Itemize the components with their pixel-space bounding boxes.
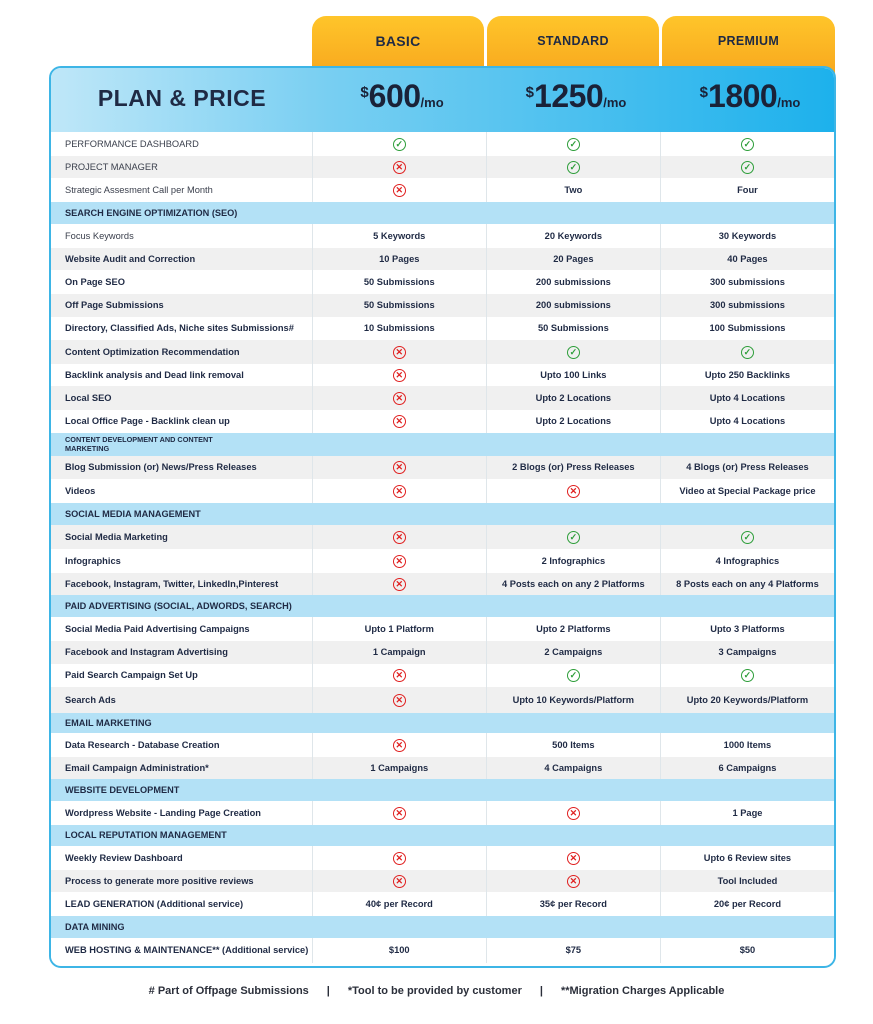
feature-value: 10 Pages	[312, 248, 486, 270]
check-circle-icon: ✓	[567, 138, 580, 151]
cross-circle-icon: ✕	[393, 415, 406, 428]
tab-basic[interactable]: BASIC	[312, 16, 484, 86]
table-row	[51, 525, 834, 549]
feature-cell	[486, 870, 660, 892]
table-row	[51, 248, 834, 270]
cross-circle-icon: ✕	[393, 461, 406, 474]
feature-value: $75	[486, 938, 660, 963]
feature-label: Search Ads	[65, 694, 116, 705]
feature-cell	[312, 456, 486, 479]
price-currency: $	[699, 84, 709, 101]
table-row	[51, 687, 834, 713]
table-row	[51, 892, 834, 916]
feature-label: Off Page Submissions	[65, 300, 164, 311]
feature-cell	[660, 340, 834, 364]
table-row	[51, 410, 834, 433]
table-row	[51, 733, 834, 757]
feature-value: 300 submissions	[660, 294, 834, 317]
feature-cell	[312, 733, 486, 757]
feature-value: Upto 20 Keywords/Platform	[660, 687, 834, 713]
feature-cell	[486, 801, 660, 825]
price-basic	[315, 78, 489, 124]
feature-cell	[312, 410, 486, 433]
cross-circle-icon: ✕	[393, 578, 406, 591]
feature-value: 20 Pages	[486, 248, 660, 270]
feature-label: Social Media Paid Advertising Campaigns	[65, 623, 250, 634]
feature-value: Upto 100 Links	[486, 364, 660, 386]
section-header	[51, 202, 834, 224]
feature-value: 3 Campaigns	[660, 641, 834, 664]
feature-value: 40¢ per Record	[312, 892, 486, 916]
table-row	[51, 573, 834, 595]
check-circle-icon: ✓	[567, 531, 580, 544]
check-circle-icon: ✓	[741, 138, 754, 151]
table-row	[51, 801, 834, 825]
cross-circle-icon: ✕	[393, 669, 406, 682]
feature-value: 50 Submissions	[312, 294, 486, 317]
feature-cell	[312, 549, 486, 573]
feature-value: 100 Submissions	[660, 317, 834, 340]
feature-label: Backlink analysis and Dead link removal	[65, 369, 244, 380]
table-row	[51, 479, 834, 503]
feature-cell	[660, 664, 834, 687]
feature-label: Local SEO	[65, 392, 112, 403]
check-circle-icon: ✓	[741, 531, 754, 544]
section-header	[51, 433, 834, 456]
feature-label: Email Campaign Administration*	[65, 762, 209, 773]
price-period: /mo	[777, 95, 801, 110]
price-period: /mo	[420, 95, 444, 110]
price-period: /mo	[603, 95, 627, 110]
feature-value: 4 Posts each on any 2 Platforms	[486, 573, 660, 595]
section-title: SOCIAL MEDIA MANAGEMENT	[65, 508, 201, 519]
feature-cell	[312, 340, 486, 364]
check-circle-icon: ✓	[567, 669, 580, 682]
feature-label: PROJECT MANAGER	[65, 161, 158, 172]
table-row	[51, 456, 834, 479]
feature-value: Upto 2 Platforms	[486, 617, 660, 641]
table-row	[51, 364, 834, 386]
feature-cell	[486, 846, 660, 870]
table-row	[51, 617, 834, 641]
price-standard	[489, 78, 663, 124]
check-circle-icon: ✓	[393, 138, 406, 151]
price-currency: $	[525, 84, 535, 101]
feature-label: On Page SEO	[65, 276, 125, 287]
cross-circle-icon: ✕	[393, 694, 406, 707]
feature-label: Infographics	[65, 555, 121, 566]
feature-cell	[660, 525, 834, 549]
feature-value: Upto 10 Keywords/Platform	[486, 687, 660, 713]
feature-label: Videos	[65, 485, 96, 496]
feature-label: PERFORMANCE DASHBOARD	[65, 138, 199, 149]
table-row	[51, 132, 834, 156]
table-header	[51, 68, 834, 132]
cross-circle-icon: ✕	[393, 161, 406, 174]
cross-circle-icon: ✕	[393, 369, 406, 382]
feature-label: Social Media Marketing	[65, 531, 168, 542]
price-premium	[663, 78, 836, 124]
feature-value: 200 submissions	[486, 270, 660, 294]
feature-cell	[312, 525, 486, 549]
tab-standard[interactable]: STANDARD	[487, 16, 659, 86]
cross-circle-icon: ✕	[393, 485, 406, 498]
feature-cell	[312, 364, 486, 386]
table-row	[51, 757, 834, 779]
feature-value: 50 Submissions	[486, 317, 660, 340]
cross-circle-icon: ✕	[393, 852, 406, 865]
footnote-offpage: # Part of Offpage Submissions	[148, 985, 309, 997]
footnote-separator: |	[326, 985, 330, 997]
feature-label: LEAD GENERATION (Additional service)	[65, 898, 244, 909]
feature-value: 6 Campaigns	[660, 757, 834, 779]
cross-circle-icon: ✕	[567, 852, 580, 865]
feature-label: Focus Keywords	[65, 230, 134, 241]
feature-value: 2 Infographics	[486, 549, 660, 573]
feature-value: $50	[660, 938, 834, 963]
feature-value: 40 Pages	[660, 248, 834, 270]
table-row	[51, 178, 834, 202]
feature-value: Upto 6 Review sites	[660, 846, 834, 870]
table-row	[51, 386, 834, 410]
section-title: SEARCH ENGINE OPTIMIZATION (SEO)	[65, 207, 238, 218]
feature-cell	[312, 386, 486, 410]
cross-circle-icon: ✕	[393, 531, 406, 544]
check-circle-icon: ✓	[741, 669, 754, 682]
feature-value: 4 Infographics	[660, 549, 834, 573]
feature-value: 2 Blogs (or) Press Releases	[486, 456, 660, 479]
feature-value: Upto 4 Locations	[660, 386, 834, 410]
feature-label: Weekly Review Dashboard	[65, 852, 183, 863]
feature-value: 1 Page	[660, 801, 834, 825]
feature-label: WEB HOSTING & MAINTENANCE** (Additional service)	[65, 945, 309, 956]
feature-value: 10 Submissions	[312, 317, 486, 340]
feature-cell	[312, 479, 486, 503]
cross-circle-icon: ✕	[393, 875, 406, 888]
feature-value: Two	[486, 178, 660, 202]
cross-circle-icon: ✕	[393, 807, 406, 820]
pricing-table	[49, 66, 836, 968]
feature-value: 4 Campaigns	[486, 757, 660, 779]
feature-value: 500 Items	[486, 733, 660, 757]
feature-value: 1000 Items	[660, 733, 834, 757]
price-amount: 1800	[708, 78, 778, 114]
table-row	[51, 294, 834, 317]
feature-value: Upto 250 Backlinks	[660, 364, 834, 386]
feature-value: Upto 2 Locations	[486, 386, 660, 410]
section-header	[51, 825, 834, 846]
table-row	[51, 224, 834, 248]
plan-price-title: PLAN & PRICE	[97, 85, 267, 111]
feature-value: 1 Campaign	[312, 641, 486, 664]
feature-value: Upto 2 Locations	[486, 410, 660, 433]
feature-cell	[312, 846, 486, 870]
feature-label: Directory, Classified Ads, Niche sites Submissions#	[65, 323, 294, 334]
cross-circle-icon: ✕	[393, 392, 406, 405]
feature-label: Process to generate more positive reviews	[65, 875, 254, 886]
feature-value: 50 Submissions	[312, 270, 486, 294]
table-body	[51, 132, 834, 963]
feature-cell	[486, 156, 660, 178]
feature-value: Four	[660, 178, 834, 202]
cross-circle-icon: ✕	[393, 184, 406, 197]
feature-cell	[486, 525, 660, 549]
feature-cell	[486, 132, 660, 156]
section-title: LOCAL REPUTATION MANAGEMENT	[65, 830, 227, 841]
section-header	[51, 779, 834, 801]
table-row	[51, 664, 834, 687]
cross-circle-icon: ✕	[393, 739, 406, 752]
cross-circle-icon: ✕	[567, 485, 580, 498]
feature-value: 300 submissions	[660, 270, 834, 294]
feature-cell	[486, 479, 660, 503]
feature-value: 2 Campaigns	[486, 641, 660, 664]
table-row	[51, 641, 834, 664]
feature-value: Upto 4 Locations	[660, 410, 834, 433]
table-row	[51, 549, 834, 573]
feature-label: Blog Submission (or) News/Press Releases	[65, 462, 257, 473]
table-row	[51, 938, 834, 963]
feature-value: 5 Keywords	[312, 224, 486, 248]
feature-label: Paid Search Campaign Set Up	[65, 670, 198, 681]
feature-cell	[312, 178, 486, 202]
section-title: PAID ADVERTISING (SOCIAL, ADWORDS, SEARCH)	[65, 600, 292, 611]
cross-circle-icon: ✕	[393, 346, 406, 359]
table-row	[51, 340, 834, 364]
feature-value: Upto 1 Platform	[312, 617, 486, 641]
footnotes	[0, 985, 873, 997]
section-title: CONTENT DEVELOPMENT AND CONTENT MARKETING	[65, 435, 213, 453]
feature-label: Wordpress Website - Landing Page Creation	[65, 807, 261, 818]
footnote-migration: **Migration Charges Applicable	[560, 985, 725, 997]
price-currency: $	[360, 84, 369, 101]
table-row	[51, 846, 834, 870]
feature-cell	[660, 132, 834, 156]
feature-value: 30 Keywords	[660, 224, 834, 248]
section-header	[51, 503, 834, 525]
table-row	[51, 317, 834, 340]
feature-cell	[312, 132, 486, 156]
feature-value: $100	[312, 938, 486, 963]
cross-circle-icon: ✕	[567, 875, 580, 888]
feature-label: Strategic Assesment Call per Month	[65, 184, 213, 195]
section-header	[51, 713, 834, 733]
price-amount: 1250	[534, 78, 604, 114]
feature-cell	[312, 687, 486, 713]
feature-label: Facebook, Instagram, Twitter, LinkedIn,Pinterest	[65, 578, 279, 589]
feature-value: 20 Keywords	[486, 224, 660, 248]
feature-value: 4 Blogs (or) Press Releases	[660, 456, 834, 479]
feature-cell	[312, 156, 486, 178]
table-row	[51, 270, 834, 294]
section-title: WEBSITE DEVELOPMENT	[65, 784, 180, 795]
table-row	[51, 870, 834, 892]
footnote-tool: *Tool to be provided by customer	[347, 985, 522, 997]
feature-label: Website Audit and Correction	[65, 253, 196, 264]
footnote-separator: |	[539, 985, 543, 997]
feature-value: 35¢ per Record	[486, 892, 660, 916]
feature-cell	[312, 801, 486, 825]
feature-label: Local Office Page - Backlink clean up	[65, 416, 230, 427]
feature-value: Tool Included	[660, 870, 834, 892]
cross-circle-icon: ✕	[567, 807, 580, 820]
cross-circle-icon: ✕	[393, 555, 406, 568]
feature-cell	[312, 573, 486, 595]
feature-cell	[312, 870, 486, 892]
check-circle-icon: ✓	[741, 161, 754, 174]
section-title: DATA MINING	[65, 921, 125, 932]
feature-cell	[660, 156, 834, 178]
feature-cell	[486, 340, 660, 364]
feature-cell	[486, 664, 660, 687]
tab-premium[interactable]: PREMIUM	[662, 16, 835, 86]
section-title: EMAIL MARKETING	[65, 717, 152, 728]
feature-label: Data Research - Database Creation	[65, 739, 220, 750]
section-header	[51, 595, 834, 617]
price-amount: 600	[368, 78, 421, 114]
check-circle-icon: ✓	[567, 161, 580, 174]
table-row	[51, 156, 834, 178]
feature-label: Content Optimization Recommendation	[65, 346, 240, 357]
feature-cell	[312, 664, 486, 687]
feature-value: Video at Special Package price	[660, 479, 834, 503]
feature-value: 1 Campaigns	[312, 757, 486, 779]
feature-value: Upto 3 Platforms	[660, 617, 834, 641]
section-header	[51, 916, 834, 938]
feature-value: 8 Posts each on any 4 Platforms	[660, 573, 834, 595]
feature-value: 20¢ per Record	[660, 892, 834, 916]
check-circle-icon: ✓	[741, 346, 754, 359]
check-circle-icon: ✓	[567, 346, 580, 359]
feature-label: Facebook and Instagram Advertising	[65, 647, 228, 658]
feature-value: 200 submissions	[486, 294, 660, 317]
